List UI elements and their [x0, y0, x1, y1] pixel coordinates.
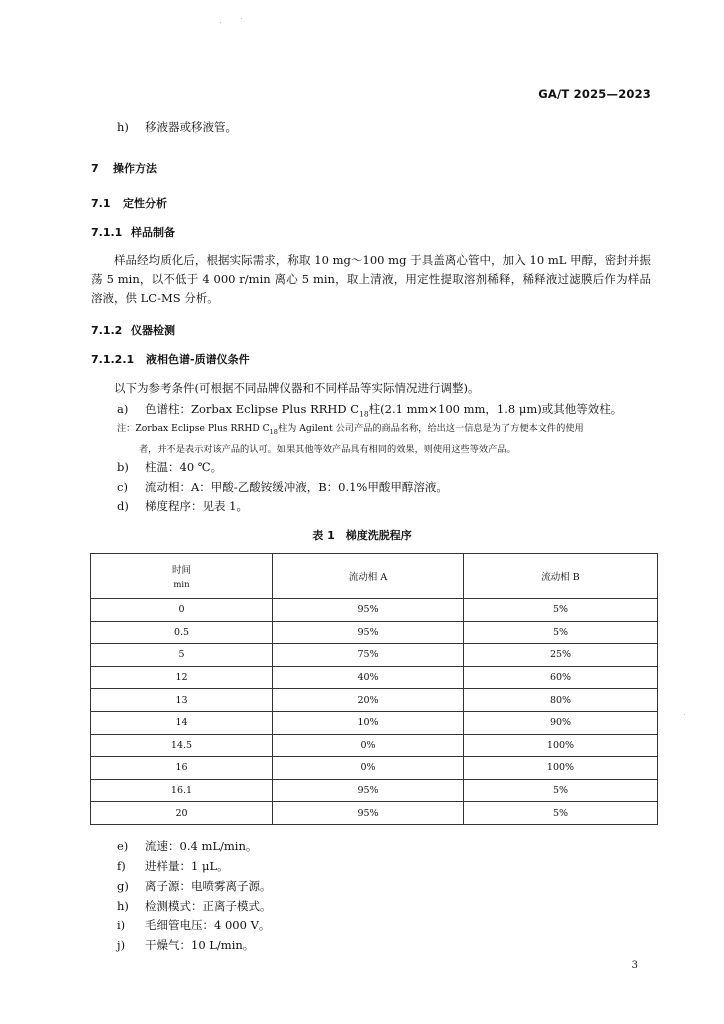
conditions-intro: 以下为参考条件(可根据不同品牌仪器和不同样品等实际情况进行调整)。 [114, 381, 480, 395]
note-subscript: 18 [269, 427, 278, 436]
item-text: 移液器或移液管。 [145, 120, 237, 134]
section-7-1-2-heading [91, 322, 175, 339]
note-pre: 注：Zorbax Eclipse Plus RRHD C [117, 423, 270, 434]
list-item-c [117, 479, 448, 496]
cell-phase-a: 75% [273, 644, 464, 667]
section-title: 样品制备 [131, 226, 175, 239]
note-line2: 者，并不是表示对该产品的认可。如果其他等效产品具有相同的效果，则使用这些等效产品。 [139, 443, 516, 455]
cell-phase-b: 90% [464, 711, 658, 734]
item-label: c) [117, 480, 128, 494]
item-label: f) [117, 859, 126, 873]
header-time-label: 时间 [171, 565, 191, 576]
cell-phase-a: 95% [273, 802, 464, 825]
item-text: 检测模式：正离子模式。 [145, 899, 272, 913]
section-number: 7 [91, 162, 99, 175]
table-row [91, 599, 658, 622]
scan-speck [684, 714, 685, 715]
sample-prep-paragraph: 样品经均质化后，根据实际需求，称取 10 mg～100 mg 于具盖离心管中，加入 10 mL 甲醇，密封并振荡 5 min，以不低于 4 000 r/min 离心 5 min，取上清液，用定性提取溶剂稀释，稀释液过滤膜后作为样品溶液，供 LC-MS 分析。 [91, 253, 651, 305]
table-row [91, 711, 658, 734]
item-label: a) [117, 402, 129, 416]
section-7-1-2-1-heading [91, 351, 250, 368]
table-caption: 表 1 梯度洗脱程序 [312, 529, 412, 542]
header-phase-a: 流动相 A [273, 554, 464, 599]
item-text-pre: 色谱柱：Zorbax Eclipse Plus RRHD C [145, 402, 360, 416]
section-number: 7.1 [91, 197, 111, 210]
header-time [91, 554, 273, 599]
cell-time: 20 [91, 802, 273, 825]
item-label: g) [117, 879, 129, 893]
page-number: 3 [631, 960, 638, 971]
item-label: h) [117, 120, 129, 134]
cell-phase-a: 40% [273, 666, 464, 689]
table-row [91, 689, 658, 712]
cell-phase-a: 10% [273, 711, 464, 734]
item-label: h) [117, 899, 129, 913]
cell-phase-a: 0% [273, 757, 464, 780]
cell-time: 12 [91, 666, 273, 689]
gradient-table [90, 553, 658, 825]
scan-speck [220, 22, 221, 23]
cell-phase-a: 0% [273, 734, 464, 757]
item-label: e) [117, 839, 129, 853]
cell-phase-b: 5% [464, 599, 658, 622]
cell-phase-b: 5% [464, 802, 658, 825]
list-item-b [117, 459, 222, 476]
cell-time: 0 [91, 599, 273, 622]
section-title: 操作方法 [113, 162, 157, 175]
list-item-h [117, 898, 272, 915]
section-title: 仪器检测 [131, 324, 175, 337]
section-title: 定性分析 [123, 197, 167, 210]
cell-time: 16.1 [91, 779, 273, 802]
note-line1: 柱为 Agilent 公司产品的商品名称，给出这一信息是为了方便本文件的使用 [277, 423, 584, 434]
item-text: 干燥气：10 L/min。 [145, 938, 255, 952]
section-title: 液相色谱-质谱仪条件 [146, 353, 250, 366]
item-text: 柱温：40 ℃。 [145, 460, 223, 474]
cell-phase-a: 20% [273, 689, 464, 712]
item-text: 梯度程序：见表 1。 [145, 499, 248, 513]
cell-phase-b: 25% [464, 644, 658, 667]
item-label: i) [117, 918, 126, 932]
table-row [91, 757, 658, 780]
scan-speck [241, 18, 242, 19]
note-block [117, 420, 653, 458]
item-text: 毛细管电压：4 000 V。 [145, 918, 271, 932]
header-phase-b: 流动相 B [464, 554, 658, 599]
cell-phase-b: 100% [464, 757, 658, 780]
table-row [91, 802, 658, 825]
list-item-f [117, 858, 229, 875]
list-item-g [117, 878, 272, 895]
table-row [91, 734, 658, 757]
list-item-e [117, 838, 257, 855]
table-row [91, 779, 658, 802]
cell-phase-a: 95% [273, 599, 464, 622]
item-text: 流速：0.4 mL/min。 [145, 839, 258, 853]
cell-phase-b: 80% [464, 689, 658, 712]
cell-phase-b: 100% [464, 734, 658, 757]
cell-time: 5 [91, 644, 273, 667]
section-7-heading [91, 160, 157, 177]
cell-phase-a: 95% [273, 779, 464, 802]
item-text: 流动相：A：甲酸-乙酸铵缓冲液，B：0.1%甲酸甲醇溶液。 [145, 480, 448, 494]
cell-time: 16 [91, 757, 273, 780]
header-time-unit: min [173, 580, 190, 590]
item-text: 离子源：电喷雾离子源。 [145, 879, 272, 893]
cell-phase-a: 95% [273, 621, 464, 644]
list-item-h-top [117, 119, 237, 136]
table-row [91, 644, 658, 667]
list-item-j [117, 937, 254, 954]
section-number: 7.1.1 [91, 226, 123, 239]
table-row [91, 666, 658, 689]
table-header-row [91, 554, 658, 599]
section-7-1-1-heading [91, 224, 175, 241]
cell-time: 14 [91, 711, 273, 734]
cell-time: 14.5 [91, 734, 273, 757]
cell-time: 13 [91, 689, 273, 712]
list-item-i [117, 917, 270, 934]
item-label: j) [117, 938, 126, 952]
section-number: 7.1.2.1 [91, 353, 135, 366]
item-text-post: 柱(2.1 mm×100 mm，1.8 μm)或其他等效柱。 [368, 402, 623, 416]
item-label: d) [117, 499, 129, 513]
cell-phase-b: 5% [464, 779, 658, 802]
subscript: 18 [359, 409, 369, 419]
standard-number: GA/T 2025—2023 [538, 87, 651, 101]
table-row [91, 621, 658, 644]
section-7-1-heading [91, 195, 167, 212]
list-item-d [117, 498, 248, 515]
section-number: 7.1.2 [91, 324, 123, 337]
cell-phase-b: 5% [464, 621, 658, 644]
item-text: 进样量：1 μL。 [145, 859, 229, 873]
cell-time: 0.5 [91, 621, 273, 644]
cell-phase-b: 60% [464, 666, 658, 689]
item-label: b) [117, 460, 129, 474]
